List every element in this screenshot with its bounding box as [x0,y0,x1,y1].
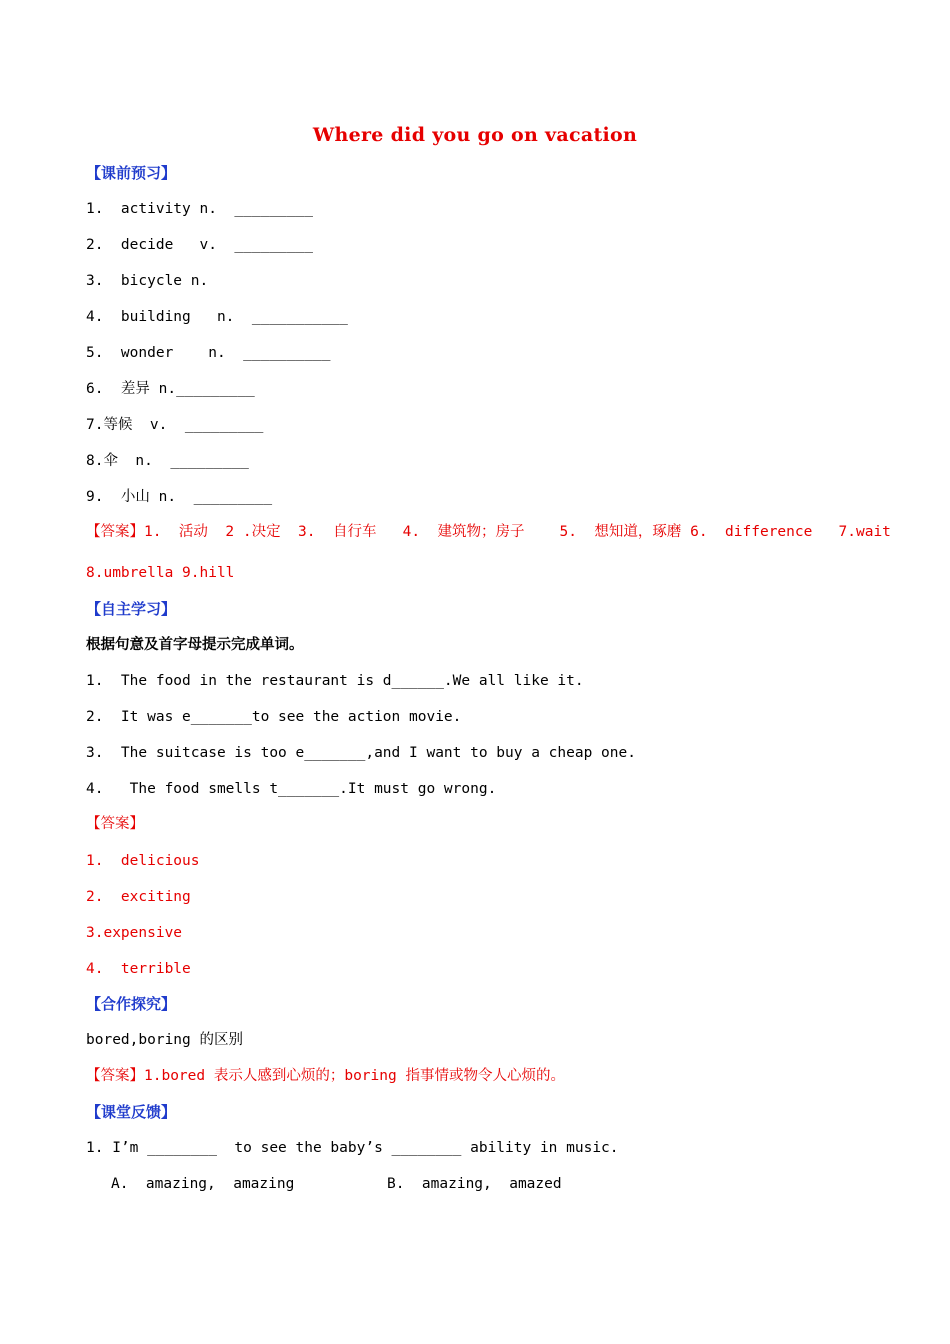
section-heading-feedback: 【课堂反馈】 [86,1103,177,1121]
option-b: B. amazing, amazed [387,1176,562,1192]
explore-topic: bored,boring 的区别 [86,1032,243,1048]
explore-answer [86,1065,565,1087]
preview-answer-continued: 8.umbrella 9.hill [86,565,235,581]
answer-label: 【答案】 [86,816,144,832]
preview-item: 1. activity n. _________ [86,201,313,217]
preview-item: 2. decide v. _________ [86,237,313,253]
preview-answer [86,521,891,543]
exercise-item: 3. The suitcase is too e_______,and I want to buy a cheap one. [86,745,636,761]
exercise-item: 1. The food in the restaurant is d______.We all like it. [86,673,584,689]
exercise-item: 2. It was e_______to see the action movie. [86,709,462,725]
exercise-answer: 4. terrible [86,961,191,977]
option-a: A. amazing, amazing [111,1176,295,1192]
exercise-answer: 2. exciting [86,889,191,905]
exercise-answer: 1. delicious [86,853,200,869]
exercise-answer: 3.expensive [86,925,183,941]
preview-item: 9. 小山 n. _________ [86,489,273,505]
answer-text: 1. 活动 2 .决定 3. 自行车 4. 建筑物；房子 5. 想知道，琢磨 6. difference 7.wait [144,524,891,540]
preview-item: 3. bicycle n. [86,273,209,289]
preview-item: 7.等候 v. _________ [86,417,264,433]
answer-label: 【答案】 [86,524,144,540]
answer-text: 1.bored 表示人感到心烦的；boring 指事情或物令人心烦的。 [144,1068,565,1084]
section-heading-self-study: 【自主学习】 [86,600,177,618]
preview-item: 4. building n. ___________ [86,309,348,325]
section-heading-preview: 【课前预习】 [86,164,177,182]
question-item: 1. I’m ________ to see the baby’s ________ ability in music. [86,1140,619,1156]
preview-item: 6. 差异 n._________ [86,381,255,397]
instruction: 根据句意及首字母提示完成单词。 [86,637,304,653]
section-heading-cooperative: 【合作探究】 [86,995,177,1013]
document-title: Where did you go on vacation [312,124,638,146]
preview-item: 8.伞 n. _________ [86,453,249,469]
exercise-item: 4. The food smells t_______.It must go wrong. [86,781,497,797]
preview-item: 5. wonder n. __________ [86,345,331,361]
answer-label: 【答案】 [86,1068,144,1084]
